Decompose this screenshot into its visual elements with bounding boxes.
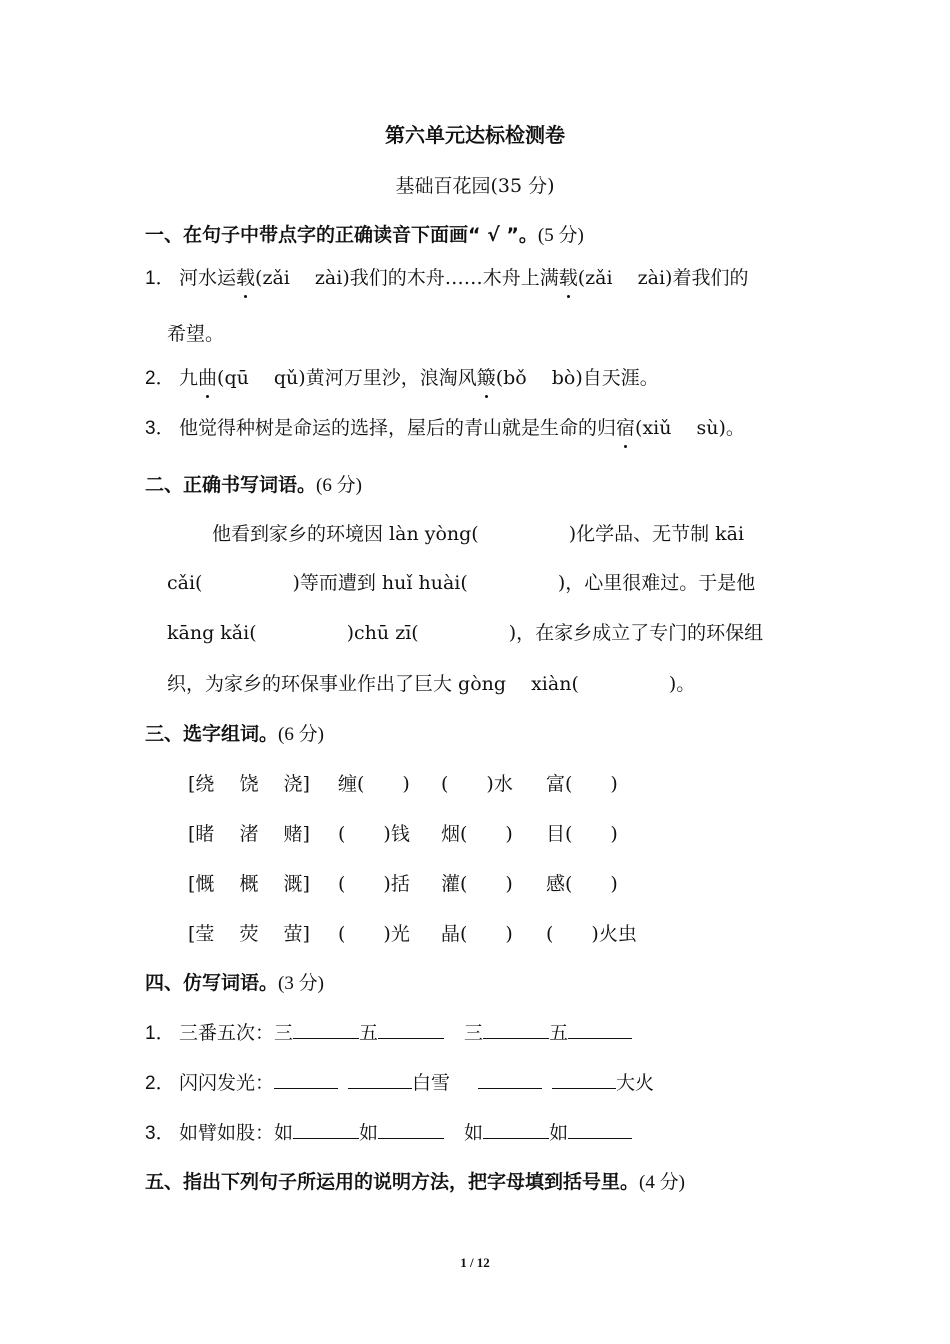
word-blank[interactable]: 晶( ) — [441, 923, 513, 945]
char-group: [莹 荧 萤] — [188, 923, 310, 945]
passage-line-2 — [167, 570, 755, 596]
fill-blank[interactable] — [552, 1070, 616, 1089]
question-text: 他觉得种树是命运的选择，屋后的青山就是生命的归 — [179, 417, 617, 439]
section-2-score: (6 分) — [316, 475, 362, 496]
question-1-3 — [145, 415, 745, 442]
word-blank[interactable]: ( )光 — [338, 923, 410, 945]
passage-text: )化学品、无节制 kāi — [568, 523, 745, 545]
passage-line-4 — [167, 671, 695, 697]
fill-blank[interactable] — [568, 1020, 632, 1039]
section-3-title: 三、选字组词。 — [145, 723, 279, 745]
fill-blank[interactable] — [378, 1120, 444, 1139]
passage-text: )。 — [668, 673, 696, 695]
section-5-score: (4 分) — [639, 1172, 685, 1193]
word-blank[interactable]: ( )括 — [338, 873, 410, 895]
section-1-title: 一、在句子中带点字的正确读音下面画“ √ ”。 — [145, 224, 538, 246]
word-blank[interactable]: 烟( ) — [441, 823, 513, 845]
section-1-score: (5 分) — [537, 225, 584, 246]
question-label: 三番五次： — [179, 1022, 275, 1044]
section-2-heading — [145, 472, 362, 499]
passage-text: kāng kǎi( — [167, 622, 257, 644]
question-label: 闪闪发光： — [179, 1072, 275, 1094]
question-number: 2． — [145, 1073, 175, 1094]
dotted-character: 载 — [236, 267, 256, 289]
question-text: (zǎi zài)着我们的 — [577, 267, 749, 289]
dotted-character: 宿 — [616, 417, 636, 439]
fill-blank[interactable] — [293, 1020, 359, 1039]
passage-text: )，心里很难过。于是他 — [557, 572, 756, 594]
passage-text: )chū zī( — [346, 622, 419, 644]
question-text: (bǒ bò)自天涯。 — [495, 367, 659, 389]
fill-blank[interactable] — [348, 1070, 412, 1089]
passage-text: cǎi( — [167, 572, 203, 594]
section-4-heading — [145, 970, 324, 997]
question-1-1-continued: 希望。 — [167, 323, 225, 345]
word-blank[interactable]: 目( ) — [546, 823, 618, 845]
word-part: 三 — [464, 1022, 484, 1044]
word-part: 五 — [549, 1022, 569, 1044]
dotted-character: 曲 — [198, 367, 218, 389]
page-title: 第六单元达标检测卷 — [385, 123, 565, 147]
passage-text: 织，为家乡的环保事业作出了巨大 gòng xiàn( — [167, 673, 579, 695]
word-blank[interactable]: 富( ) — [546, 773, 618, 795]
char-group: [睹 渚 赌] — [188, 823, 310, 845]
word-part: 如 — [359, 1122, 379, 1144]
passage-line-3 — [167, 620, 763, 646]
question-text: (xiǔ sù)。 — [635, 417, 745, 439]
fill-blank[interactable] — [483, 1120, 549, 1139]
word-part: 三 — [274, 1022, 294, 1044]
fill-blank[interactable] — [483, 1020, 549, 1039]
question-number: 1． — [145, 1023, 175, 1044]
question-4-1 — [145, 1020, 632, 1047]
char-group-row — [188, 921, 637, 947]
word-blank[interactable]: ( )火虫 — [546, 923, 637, 945]
section-4-title: 四、仿写词语。 — [145, 972, 279, 994]
passage-text: 他看到家乡的环境因 làn yòng( — [212, 523, 479, 545]
fill-blank[interactable] — [274, 1070, 338, 1089]
dotted-character: 簸 — [476, 367, 496, 389]
word-part: 如 — [274, 1122, 294, 1144]
page-subtitle: 基础百花园(35 分) — [395, 175, 555, 197]
section-2-title: 二、正确书写词语。 — [145, 474, 317, 496]
page-number: 1 / 12 — [460, 1255, 490, 1270]
question-text: 九 — [179, 367, 199, 389]
word-part: 白雪 — [412, 1072, 451, 1094]
question-number: 1． — [145, 268, 175, 289]
passage-line-1 — [212, 521, 744, 547]
dotted-character: 载 — [558, 267, 578, 289]
section-5-title: 五、指出下列句子所运用的说明方法，把字母填到括号里。 — [145, 1171, 640, 1193]
char-group-row — [188, 771, 618, 797]
question-1-2 — [145, 365, 659, 392]
section-3-heading — [145, 721, 324, 748]
word-blank[interactable]: 灌( ) — [441, 873, 513, 895]
word-part: 五 — [359, 1022, 379, 1044]
fill-blank[interactable] — [568, 1120, 632, 1139]
section-3-score: (6 分) — [278, 724, 324, 745]
fill-blank[interactable] — [378, 1020, 444, 1039]
question-text: (qū qǔ)黄河万里沙，浪淘风 — [217, 367, 477, 389]
char-group-row — [188, 821, 618, 847]
word-blank[interactable]: ( )钱 — [338, 823, 410, 845]
fill-blank[interactable] — [478, 1070, 542, 1089]
question-number: 3． — [145, 418, 175, 439]
word-blank[interactable]: 缠( ) — [338, 773, 410, 795]
word-blank[interactable]: ( )水 — [441, 773, 513, 795]
word-part: 大火 — [616, 1072, 655, 1094]
question-label: 如臂如股： — [179, 1122, 275, 1144]
question-text: (zǎi zài)我们的木舟……木舟上满 — [255, 267, 559, 289]
char-group: [慨 概 溉] — [188, 873, 310, 895]
char-group-row — [188, 871, 618, 897]
passage-text: )等而遭到 huǐ huài( — [292, 572, 468, 594]
word-part: 如 — [464, 1122, 484, 1144]
section-4-score: (3 分) — [278, 973, 324, 994]
question-number: 2． — [145, 368, 175, 389]
fill-blank[interactable] — [293, 1120, 359, 1139]
word-blank[interactable]: 感( ) — [546, 873, 618, 895]
question-4-2 — [145, 1070, 654, 1097]
question-4-3 — [145, 1120, 632, 1147]
char-group: [绕 饶 浇] — [188, 773, 310, 795]
passage-text: )，在家乡成立了专门的环保组 — [508, 622, 764, 644]
section-5-heading — [145, 1169, 685, 1196]
question-text: 河水运 — [179, 267, 237, 289]
question-1-1 — [145, 265, 748, 292]
section-1-heading — [145, 222, 584, 249]
question-number: 3． — [145, 1123, 175, 1144]
word-part: 如 — [549, 1122, 569, 1144]
